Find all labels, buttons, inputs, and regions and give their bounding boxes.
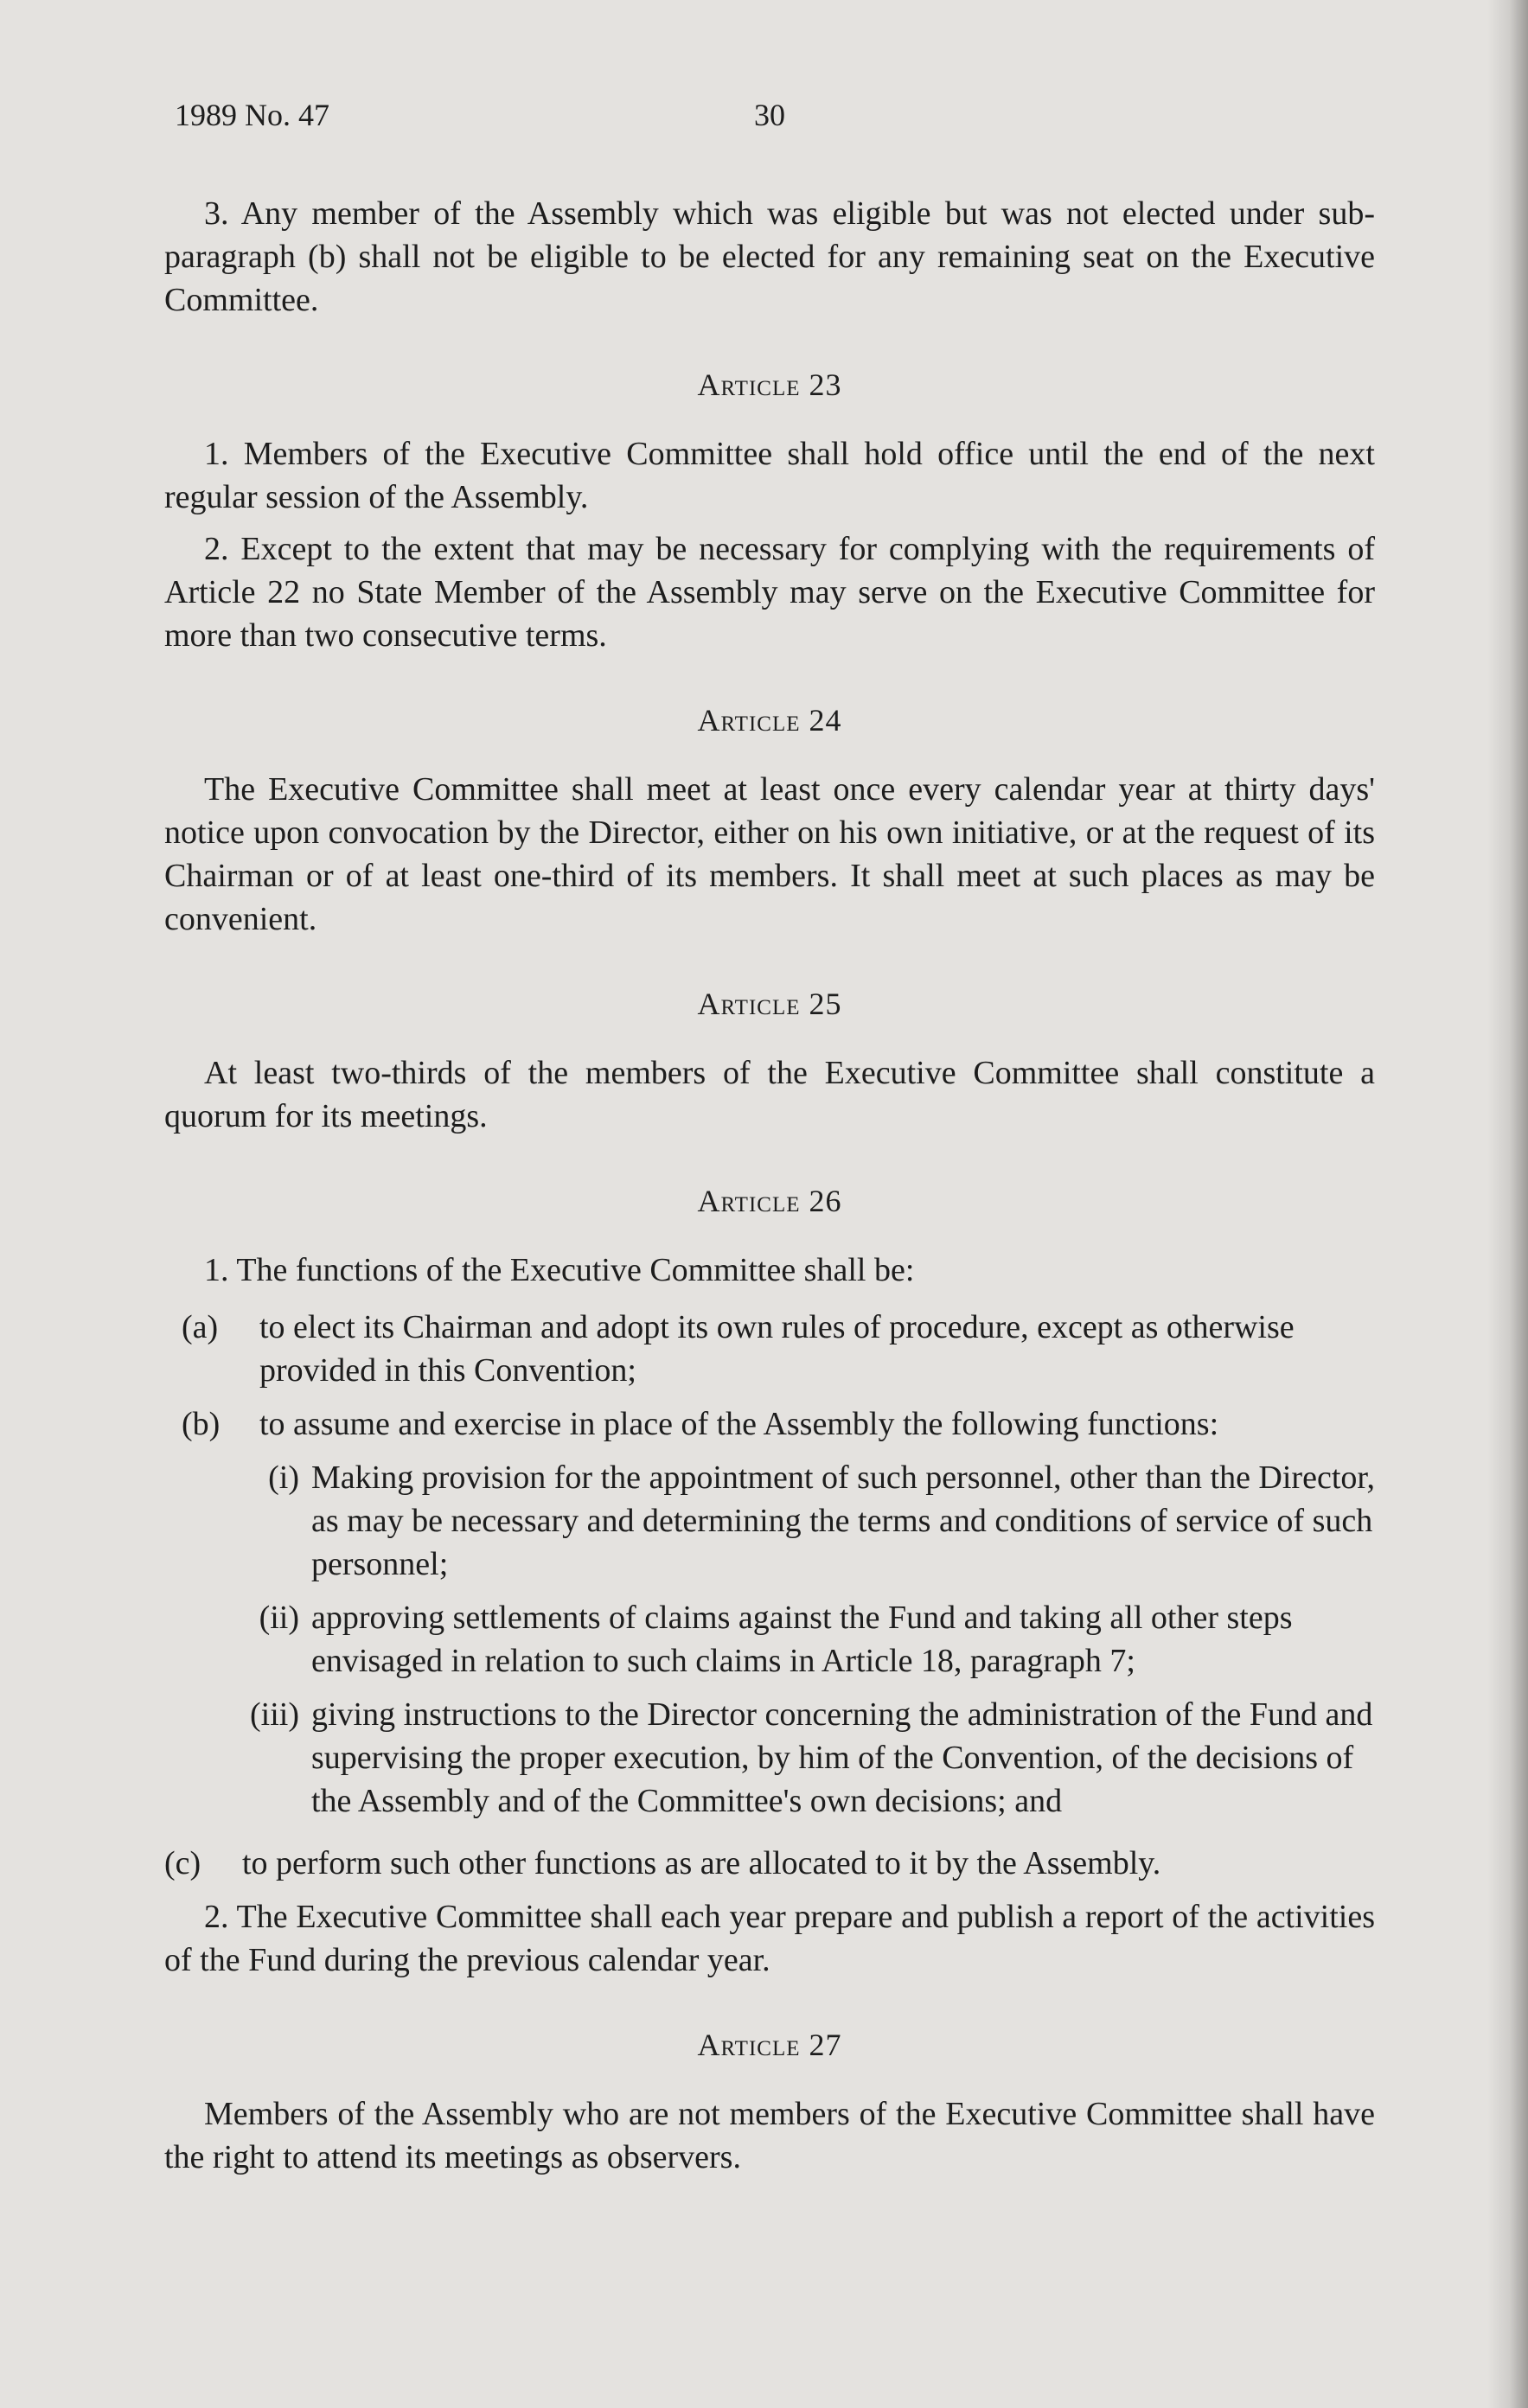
item-label: (a)	[182, 1309, 219, 1345]
statute-reference: 1989 No. 47	[175, 98, 329, 132]
article-26-item-b-iii	[164, 1693, 1375, 1823]
item-text: to elect its Chairman and adopt its own rules of procedure, except as otherwise provided in this Convention;	[259, 1309, 1295, 1389]
article-27-heading: Article 27	[697, 2028, 842, 2062]
item-label: (iii)	[250, 1696, 299, 1733]
article-23-paragraph-2: 2. Except to the extent that may be necessary for complying with the requirements of Article 22 no State Member of the Assembly may serve on the Executive Committee for more than two consecutive terms.	[164, 531, 1375, 654]
item-label: (c)	[164, 1845, 201, 1881]
document-body	[164, 192, 1375, 2188]
item-text: approving settlements of claims against the Fund and taking all other steps envisaged in relation to such claims in Article 18, paragraph 7;	[311, 1600, 1293, 1679]
item-text: giving instructions to the Director concerning the administration of the Fund and supervising the proper execution, by him of the Convention, of the decisions of the Assembly and of the Committee's own decisions; and	[311, 1696, 1373, 1819]
item-text: Making provision for the appointment of such personnel, other than the Director, as may be necessary and determining the terms and conditions of service of such personnel;	[311, 1459, 1376, 1582]
item-label: (i)	[268, 1459, 299, 1496]
article-26-heading: Article 26	[697, 1184, 842, 1218]
article-27-paragraph: Members of the Assembly who are not members of the Executive Committee shall have the right to attend its meetings as observers.	[164, 2096, 1375, 2175]
book-spine-shadow	[1487, 0, 1528, 2408]
article-26-item-b-ii	[164, 1596, 1375, 1683]
article-24-paragraph: The Executive Committee shall meet at least once every calendar year at thirty days' notice upon convocation by the Director, either on his own initiative, or at the request of its Chairman or of at least one-third of its members. It shall meet at such places as may be convenient.	[164, 771, 1375, 937]
item-label: (ii)	[259, 1600, 299, 1636]
item-label: (b)	[182, 1406, 221, 1442]
article-26-paragraph-2: 2. The Executive Committee shall each year prepare and publish a report of the activities of the Fund during the previous calendar year.	[164, 1899, 1375, 1978]
article-25-paragraph: At least two-thirds of the members of the Executive Committee shall constitute a quorum for its meetings.	[164, 1055, 1375, 1134]
article-26-item-b	[164, 1402, 1375, 1446]
article-26-item-b-i	[164, 1456, 1375, 1586]
item-text: to assume and exercise in place of the Assembly the following functions:	[259, 1406, 1219, 1442]
page-header	[175, 97, 1385, 140]
article-24-heading: Article 24	[697, 703, 842, 738]
item-text: to perform such other functions as are allocated to it by the Assembly.	[242, 1845, 1161, 1881]
article-26-item-c	[164, 1842, 1375, 1885]
article-23-paragraph-1: 1. Members of the Executive Committee shall hold office until the end of the next regular session of the Assembly.	[164, 436, 1375, 515]
article-23-heading: Article 23	[697, 367, 842, 402]
article-26-lead: 1. The functions of the Executive Committee shall be:	[204, 1252, 915, 1288]
article-26-item-a	[164, 1306, 1375, 1392]
paragraph-3-eligibility: 3. Any member of the Assembly which was eligible but was not elected under sub-paragraph (b) shall not be eligible to be elected for any remaining seat on the Executive Committee.	[164, 195, 1375, 318]
article-25-heading: Article 25	[697, 987, 842, 1021]
page-number: 30	[754, 98, 785, 132]
